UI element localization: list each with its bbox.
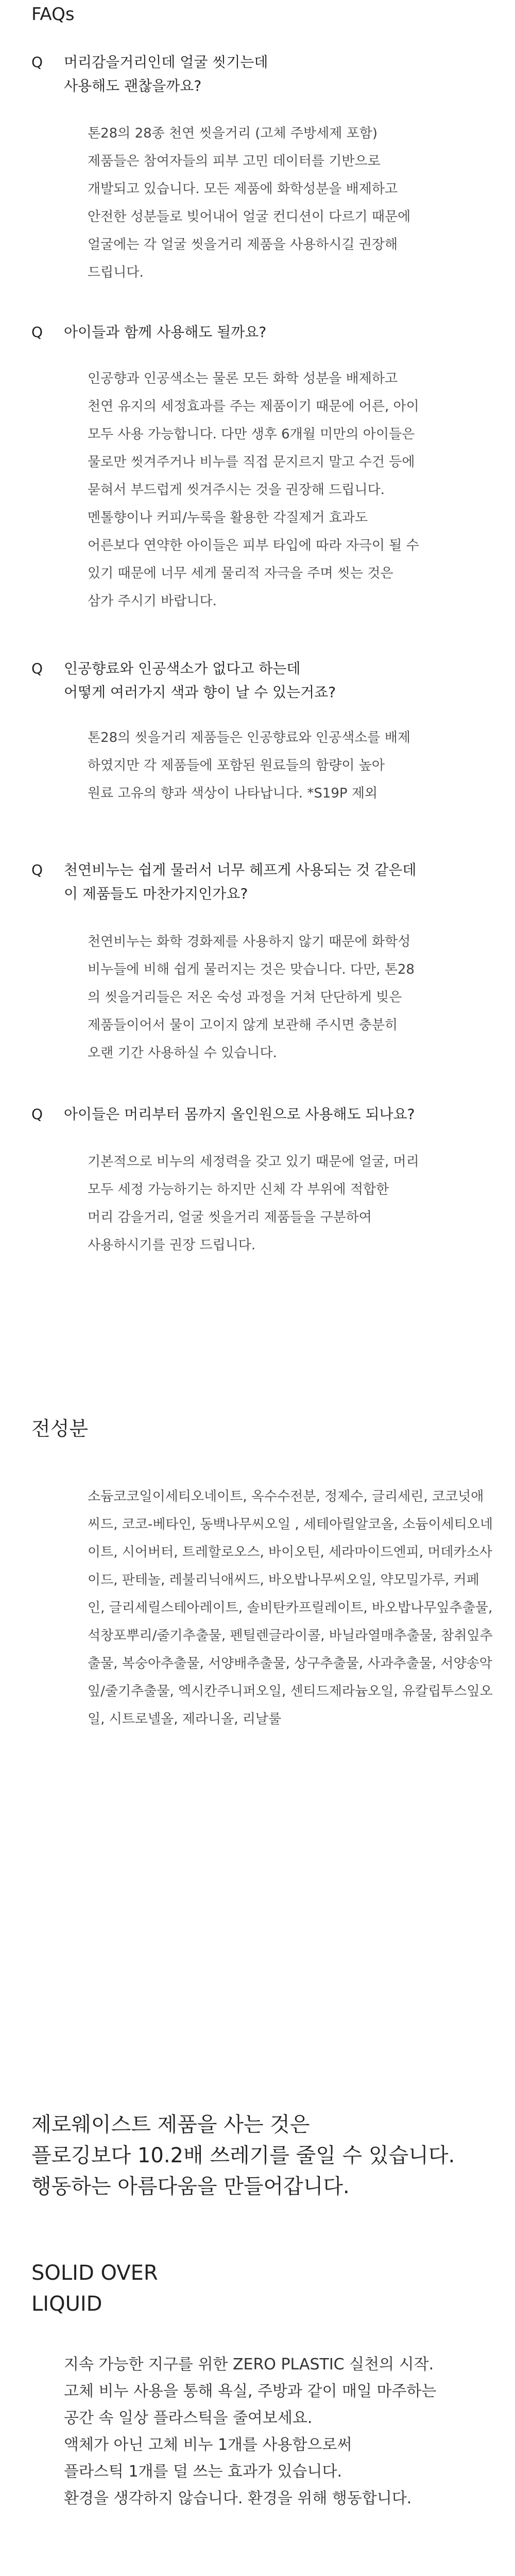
faq-question-4: 천연비누는 쉽게 물러서 너무 헤프게 사용되는 것 같은데 이 제품들도 마찬가지인가요? xyxy=(64,861,417,902)
solid-over-liquid-title: SOLID OVER LIQUID xyxy=(31,2261,158,2316)
question-mark: Q xyxy=(31,54,43,71)
zero-waste-headline: 제로웨이스트 제품을 사는 것은 플로깅보다 10.2배 쓰레기를 줄일 수 있습니다. 행동하는 아름다움을 만들어갑니다. xyxy=(31,2113,455,2198)
faq-question-1: 머리감을거리인데 얼굴 씻기는데 사용해도 괜찮을까요? xyxy=(64,54,268,94)
question-mark: Q xyxy=(31,861,43,878)
faq-question-5: 아이들은 머리부터 몸까지 올인원으로 사용해도 되나요? xyxy=(64,1106,415,1123)
faq-answer-1: 톤28의 28종 천연 씻을거리 (고체 주방세제 포함) 제품들은 참여자들의 피부 고민 데이터를 기반으로 개발되고 있습니다. 모든 제품에 화학성분을 배제하고 안전한 성분들로 빚어내어 얼굴 컨디션이 다르기 때문에 얼굴에는 각 얼굴 씻을거리 제품을 사용하시길 권장해 드립니다. xyxy=(88,126,411,280)
question-mark: Q xyxy=(31,324,43,341)
zero-plastic-paragraph: 지속 가능한 지구를 위한 ZERO PLASTIC 실천의 시작. 고체 비누 사용을 통해 욕실, 주방과 같이 매일 마주하는 공간 속 일상 플라스틱을 줄여보세요. 액체가 아닌 고체 비누 1개를 사용함으로써 플라스틱 1개를 덜 쓰는 효과가 있습니다. 환경을 생각하지 않습니다. 환경을 위해 행동합니다. xyxy=(64,2355,437,2507)
faq-answer-2: 인공향과 인공색소는 물론 모든 화학 성분을 배제하고 천연 유지의 세정효과를 주는 제품이기 때문에 어른, 아이 모두 사용 가능합니다. 다만 생후 6개월 미만의 아이들은 물로만 씻겨주거나 비누를 직접 문지르지 말고 수건 등에 묻혀서 부드럽게 씻겨주시는 것을 권장해 드립니다. 멘톨향이나 커피/누룩을 활용한 각질제거 효과도 어른보다 연약한 아이들은 피부 타입에 따라 자극이 될 수 있기 때문에 너무 세게 물리적 자극을 주며 씻는 것은 삼가 주시기 바랍니다. xyxy=(88,371,419,609)
faq-question-3: 인공향료와 인공색소가 없다고 하는데 어떻게 여러가지 색과 향이 날 수 있는거죠? xyxy=(64,660,336,701)
question-mark: Q xyxy=(31,1106,43,1123)
ingredients-list: 소듐코코일이세티오네이트, 옥수수전분, 정제수, 글리세린, 코코넛애씨드, 코코-베타인, 동백나무씨오일 , 세테아릴알코올, 소듐이세티오네이트, 시어버터, 트레할로오스, 바이오틴, 세라마이드엔피, 머데카소사이드, 판테놀, 레불리닉애씨드, 바오밥나무씨오일, 약모밀가루, 커페인, 글리세릴스테아레이트, 솔비탄카프릴레이트, 바오밥나무잎추출물, 석창포뿌리/줄기추출물, 펜틸렌글라이콜, 바닐라열매추출물, 참취잎추출물, 복숭아추출물, 서양배추출물, 상구추출물, 사과추출물, 서양송악잎/줄기추출물, 엑시칸주니퍼오일, 센티드제라늄오일, 유칼립투스잎오일, 시트로넬올, 제라니올, 리날룰 xyxy=(88,1489,493,1727)
faq-question-2: 아이들과 함께 사용해도 될까요? xyxy=(64,324,267,341)
faq-answer-3: 톤28의 씻을거리 제품들은 인공향료와 인공색소를 배제 하였지만 각 제품들에 포함된 원료들의 함량이 높아 원료 고유의 향과 색상이 나타납니다. *S19P 제외 xyxy=(88,730,410,801)
faq-title: FAQs xyxy=(31,4,75,25)
question-mark: Q xyxy=(31,660,43,677)
ingredients-heading: 전성분 xyxy=(31,1417,89,1440)
faq-answer-5: 기본적으로 비누의 세정력을 갖고 있기 때문에 얼굴, 머리 모두 세정 가능하기는 하지만 신체 각 부위에 적합한 머리 감을거리, 얼굴 씻을거리 제품들을 구분하여 사용하시기를 권장 드립니다. xyxy=(88,1154,419,1253)
faq-answer-4: 천연비누는 화학 경화제를 사용하지 않기 때문에 화학성 비누들에 비해 쉽게 물러지는 것은 맞습니다. 다만, 톤28 의 씻을거리들은 저온 숙성 과정을 거쳐 단단하게 빚은 제품들이어서 물이 고이지 않게 보관해 주시면 충분히 오랜 기간 사용하실 수 있습니다. xyxy=(88,934,415,1061)
